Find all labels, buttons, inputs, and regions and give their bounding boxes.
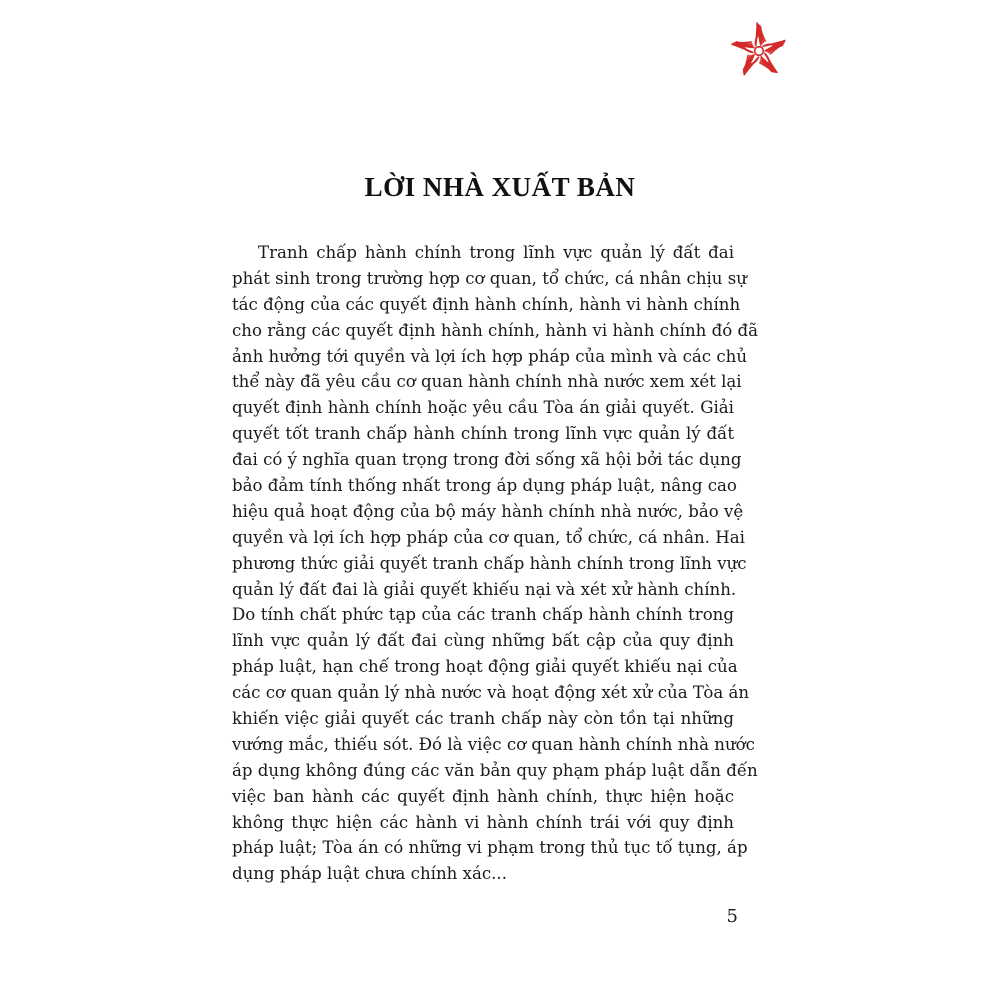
paragraph-line: vướng mắc, thiếu sót. Đó là việc cơ quan hành chính nhà nước [232,734,755,754]
paragraph-line: quyết tốt tranh chấp hành chính trong lĩnh vực quản lý đất [232,424,734,444]
paragraph-line: Do tính chất phức tạp của các tranh chấp hành chính trong [232,605,734,625]
paragraph-line: đai có ý nghĩa quan trọng trong đời sống xã hội bởi tác dụng [232,450,742,470]
paragraph-line: dụng pháp luật chưa chính xác... [232,864,507,884]
paragraph-line: việc ban hành các quyết định hành chính, thực hiện hoặc [232,786,734,806]
paragraph-line: áp dụng không đúng các văn bản quy phạm pháp luật dẫn đến [232,760,758,780]
paragraph-line: quyết định hành chính hoặc yêu cầu Tòa án giải quyết. Giải [232,398,734,418]
paragraph-line: phương thức giải quyết tranh chấp hành chính trong lĩnh vực [232,553,747,573]
publisher-logo-icon [728,20,790,82]
paragraph-line: quản lý đất đai là giải quyết khiếu nại và xét xử hành chính. [232,579,737,599]
paragraph-line: không thực hiện các hành vi hành chính trái với quy định [232,812,734,832]
paragraph-line: bảo đảm tính thống nhất trong áp dụng pháp luật, nâng cao [232,476,737,496]
foreword-paragraph [232,240,759,887]
paragraph-line: khiến việc giải quyết các tranh chấp này còn tồn tại những [232,709,734,729]
page-number: 5 [726,906,738,927]
paragraph-line: ảnh hưởng tới quyền và lợi ích hợp pháp của mình và các chủ [232,346,748,366]
paragraph-line: Tranh chấp hành chính trong lĩnh vực quản lý đất đai [258,243,734,262]
logo-center-ring [755,47,764,56]
paragraph-line: pháp luật; Tòa án có những vi phạm trong thủ tục tố tụng, áp [232,838,748,858]
paragraph-line: cho rằng các quyết định hành chính, hành vi hành chính đó đã [232,320,759,340]
paragraph-line: hiệu quả hoạt động của bộ máy hành chính nhà nước, bảo vệ [232,501,744,521]
paragraph-line: quyền và lợi ích hợp pháp của cơ quan, tổ chức, cá nhân. Hai [232,527,745,547]
paragraph-line: các cơ quan quản lý nhà nước và hoạt động xét xử của Tòa án [232,683,750,703]
page-title: LỜI NHÀ XUẤT BẢN [364,172,636,202]
paragraph-line: lĩnh vực quản lý đất đai cùng những bất cập của quy định [232,631,734,651]
paragraph-line: thể này đã yêu cầu cơ quan hành chính nhà nước xem xét lại [232,372,742,392]
paragraph-line: pháp luật, hạn chế trong hoạt động giải quyết khiếu nại của [232,657,738,677]
paragraph-line: tác động của các quyết định hành chính, hành vi hành chính [232,294,741,314]
paragraph-line: phát sinh trong trường hợp cơ quan, tổ chức, cá nhân chịu sự [232,268,747,288]
